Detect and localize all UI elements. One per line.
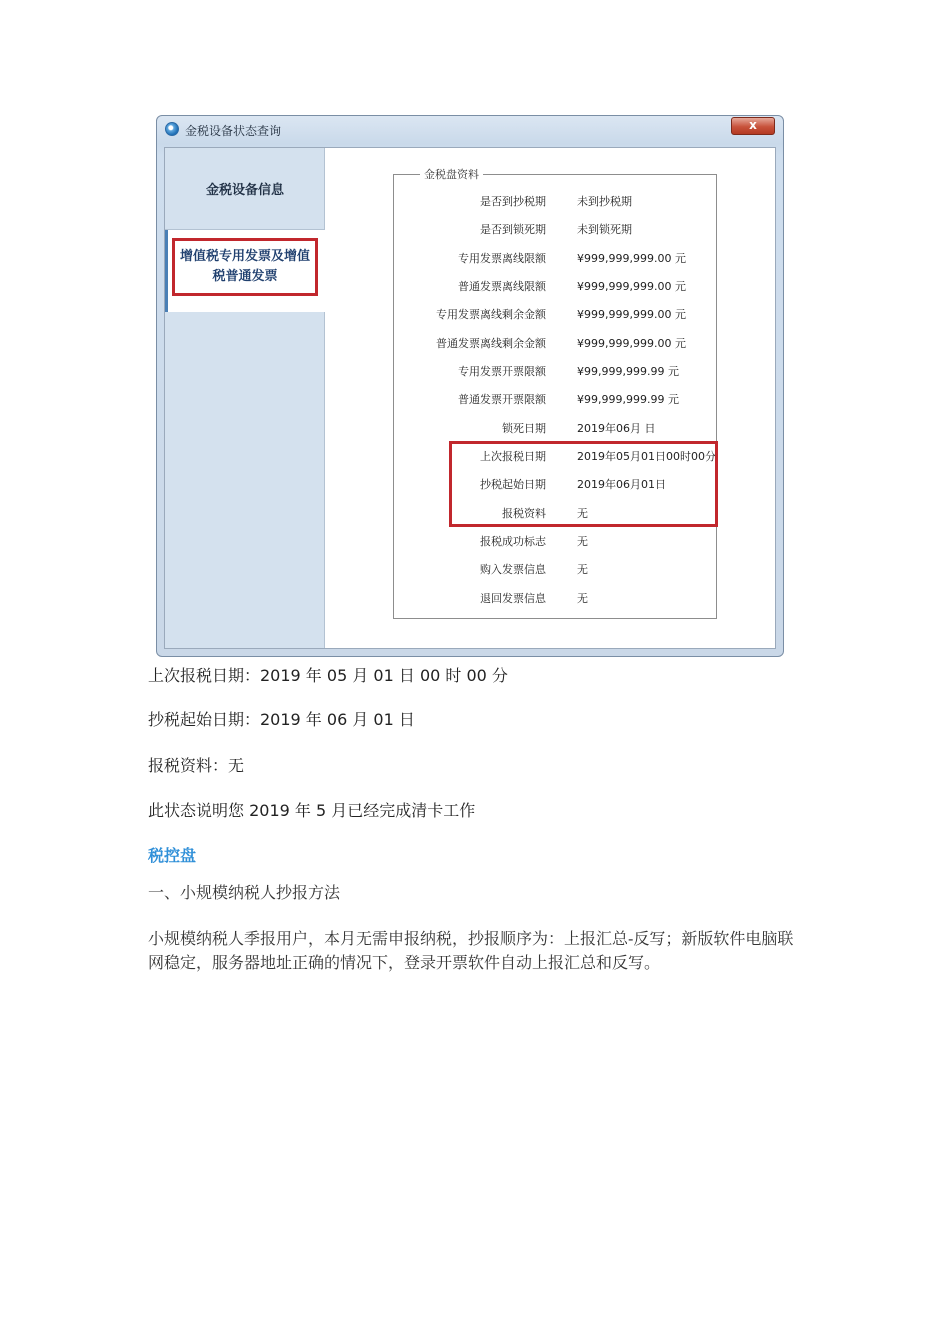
subheading: 一、小规模纳税人抄报方法	[148, 883, 341, 902]
sidebar-item-vat-invoices[interactable]	[165, 230, 325, 312]
body-paragraph: 小规模纳税人季报用户，本月无需申报纳税，抄报顺序为：上报汇总-反写；新版软件电脑联网稳定，服务器地址正确的情况下，登录开票软件自动上报汇总和反写。	[148, 929, 794, 972]
info-value: 无	[577, 563, 588, 576]
info-row	[394, 329, 718, 357]
info-row	[394, 244, 718, 272]
info-row	[394, 357, 718, 385]
info-value: 2019年06月 日	[577, 422, 656, 435]
info-value: 未到锁死期	[577, 223, 632, 236]
window-titlebar	[157, 116, 783, 144]
info-label: 专用发票离线限额	[458, 252, 546, 265]
info-label: 报税成功标志	[480, 535, 546, 548]
doc-line-copy-start-date: 抄税起始日期：2019 年 06 月 01 日	[148, 710, 415, 729]
info-row	[394, 187, 718, 215]
info-value: 无	[577, 507, 588, 520]
info-label: 退回发票信息	[480, 592, 546, 605]
info-row	[394, 584, 718, 612]
window-title: 金税设备状态查询	[185, 124, 282, 138]
info-label: 锁死日期	[502, 422, 546, 435]
info-label: 报税资料	[502, 507, 546, 520]
info-label: 是否到抄税期	[480, 195, 546, 208]
doc-line-last-report-date: 上次报税日期：2019 年 05 月 01 日 00 时 00 分	[148, 666, 508, 685]
device-status-window	[156, 115, 784, 657]
info-value: 未到抄税期	[577, 195, 632, 208]
highlight-box	[449, 441, 718, 527]
info-row	[394, 300, 718, 328]
doc-line-report-data: 报税资料：无	[148, 756, 245, 775]
info-value: ¥99,999,999.99 元	[577, 365, 679, 378]
sidebar-item-device-info[interactable]: 金税设备信息	[165, 148, 325, 230]
section-heading: 税控盘	[148, 846, 197, 865]
info-value: ¥999,999,999.00 元	[577, 280, 686, 293]
info-value: ¥999,999,999.00 元	[577, 252, 686, 265]
info-label: 普通发票离线剩余金额	[436, 337, 546, 350]
sidebar	[165, 148, 325, 648]
close-button[interactable]: x	[731, 117, 775, 135]
info-value: 2019年05月01日00时00分	[577, 450, 716, 463]
info-row	[394, 527, 718, 555]
tax-disk-info-group	[393, 168, 717, 619]
info-label: 专用发票离线剩余金额	[436, 308, 546, 321]
doc-line-status-explanation: 此状态说明您 2019 年 5 月已经完成清卡工作	[148, 801, 476, 820]
window-client-area	[164, 147, 776, 649]
info-label: 专用发票开票限额	[458, 365, 546, 378]
group-legend: 金税盘资料	[420, 166, 483, 182]
info-value: 2019年06月01日	[577, 478, 666, 491]
sidebar-item-label: 增值税专用发票及增值税普通发票	[172, 238, 318, 296]
info-row	[394, 272, 718, 300]
info-value: ¥999,999,999.00 元	[577, 308, 686, 321]
info-label: 普通发票开票限额	[458, 393, 546, 406]
info-label: 购入发票信息	[480, 563, 546, 576]
info-label: 上次报税日期	[480, 450, 546, 463]
info-row	[394, 555, 718, 583]
info-label: 普通发票离线限额	[458, 280, 546, 293]
info-value: 无	[577, 535, 588, 548]
app-logo-icon	[165, 122, 179, 136]
info-label: 是否到锁死期	[480, 223, 546, 236]
info-value: ¥99,999,999.99 元	[577, 393, 679, 406]
info-row	[394, 215, 718, 243]
info-row	[394, 414, 718, 442]
info-value: ¥999,999,999.00 元	[577, 337, 686, 350]
info-row	[394, 385, 718, 413]
info-value: 无	[577, 592, 588, 605]
info-label: 抄税起始日期	[480, 478, 546, 491]
